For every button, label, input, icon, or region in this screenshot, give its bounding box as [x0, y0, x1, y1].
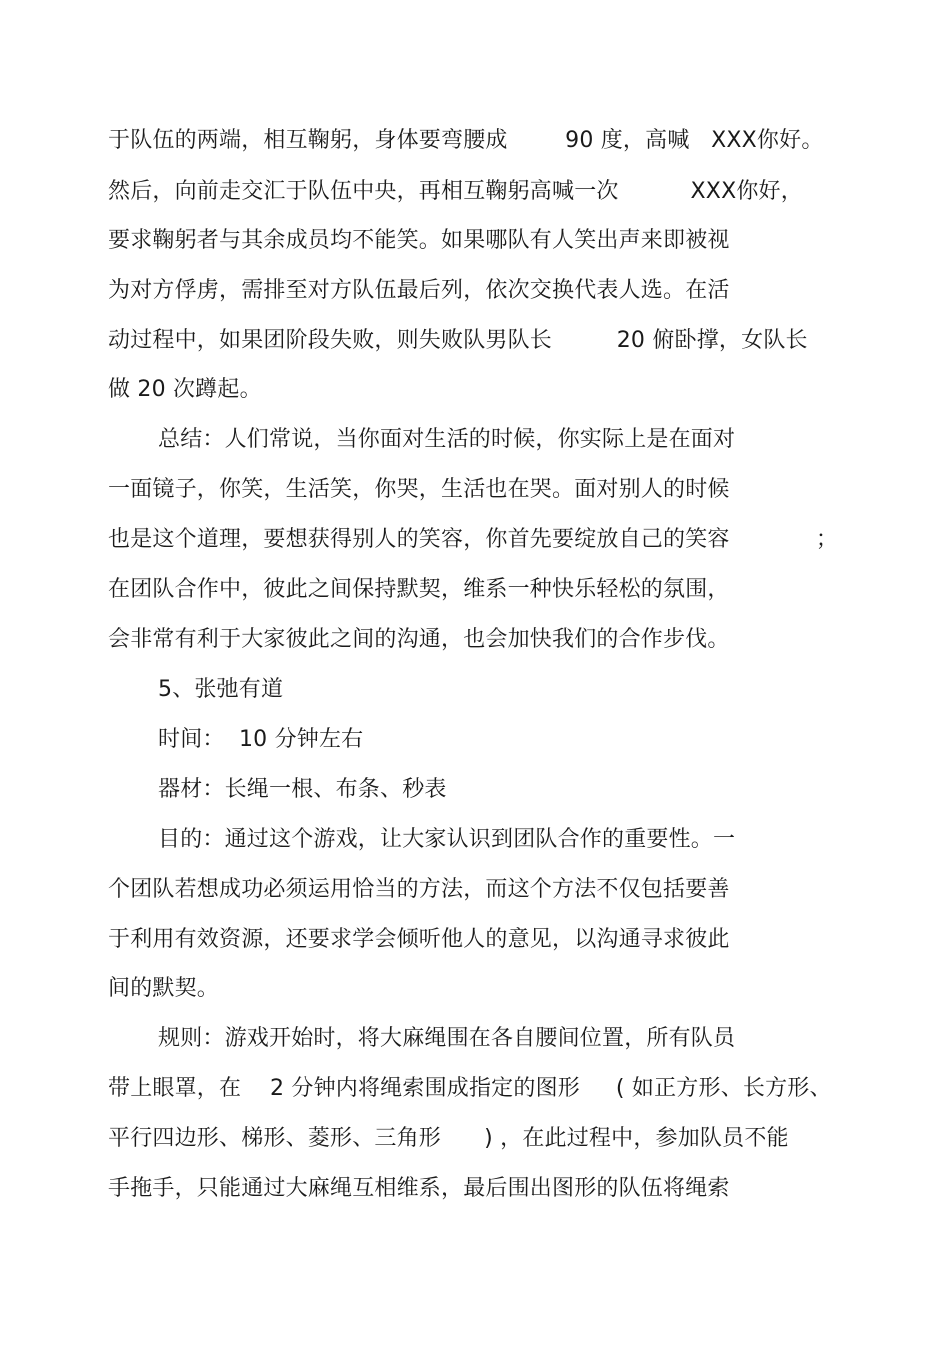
body-line: 动过程中，如果团阶段失败，则失败队男队长 20 俯卧撑，女队长: [108, 328, 808, 353]
body-line: 于利用有效资源，还要求学会倾听他人的意见，以沟通寻求彼此: [108, 927, 730, 952]
equipment-line: 器材：长绳一根、布条、秒表: [158, 777, 447, 802]
body-line: 平行四边形、梯形、菱形、三角形 ) ，在此过程中，参加队员不能: [108, 1126, 789, 1151]
rules-paragraph-start: 规则：游戏开始时，将大麻绳围在各自腰间位置，所有队员: [158, 1026, 736, 1051]
body-line: 会非常有利于大家彼此之间的沟通，也会加快我们的合作步伐。: [108, 627, 730, 652]
body-line: 要求鞠躬者与其余成员均不能笑。如果哪队有人笑出声来即被视: [108, 228, 730, 253]
body-line: 做 20 次蹲起。: [108, 377, 262, 402]
summary-paragraph-start: 总结：人们常说，当你面对生活的时候，你实际上是在面对: [158, 427, 736, 452]
body-line: 一面镜子，你笑，生活笑，你哭，生活也在哭。面对别人的时候: [108, 477, 730, 502]
body-line: 也是这个道理，要想获得别人的笑容，你首先要绽放自己的笑容 ；: [108, 527, 839, 552]
body-line: 间的默契。: [108, 976, 220, 1001]
body-line: 手拖手，只能通过大麻绳互相维系，最后围出图形的队伍将绳索: [108, 1176, 730, 1201]
body-line: 在团队合作中，彼此之间保持默契，维系一种快乐轻松的氛围，: [108, 577, 730, 602]
body-line: 个团队若想成功必须运用恰当的方法，而这个方法不仅包括要善: [108, 877, 730, 902]
section-heading: 5、张弛有道: [158, 677, 284, 702]
body-line: 为对方俘虏，需排至对方队伍最后列，依次交换代表人选。在活: [108, 278, 730, 303]
purpose-paragraph-start: 目的：通过这个游戏，让大家认识到团队合作的重要性。一: [158, 827, 736, 852]
body-line: 带上眼罩，在 2 分钟内将绳索围成指定的图形 ( 如正方形、长方形、: [108, 1076, 832, 1101]
time-line: 时间： 10 分钟左右: [158, 727, 364, 752]
body-line: 然后，向前走交汇于队伍中央，再相互鞠躬高喊一次 XXX你好，: [108, 179, 803, 204]
body-line: 于队伍的两端，相互鞠躬，身体要弯腰成 90 度，高喊 XXX你好。: [108, 128, 824, 153]
